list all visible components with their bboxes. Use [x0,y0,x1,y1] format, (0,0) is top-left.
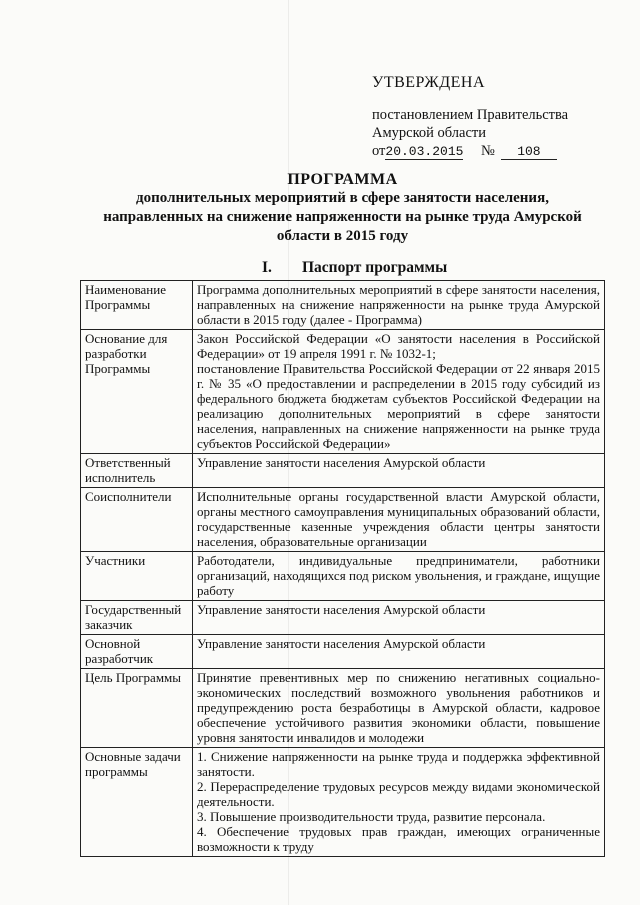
row-value [193,635,605,669]
program-subtitle-line: области в 2015 году [276,228,409,244]
row-value-text: 2. Перераспределение трудовых ресурсов между видами экономической деятельности. [197,779,600,809]
approval-line-2: Амурской области [372,125,486,141]
row-value-text: Управление занятости населения Амурской области [197,602,486,617]
row-label: Ответственный исполнитель [81,454,193,488]
program-title: ПРОГРАММА [287,171,398,188]
row-value-text: 4. Обеспечение трудовых прав граждан, имеющих ограниченные возможности к труду [197,824,600,854]
row-value [193,281,605,330]
approval-line-1: постановлением Правительства [372,107,569,123]
table-row [81,635,605,669]
row-value-text: Закон Российской Федерации «О занятости населения в Российской Федерации» от 19 апреля 1991 г. № 1032-1; [197,331,600,361]
approval-date-line [372,142,568,160]
table-row [81,281,605,330]
row-value [193,552,605,601]
row-value [193,601,605,635]
approval-stamp: УТВЕРЖДЕНА [372,74,486,91]
section-number: I. [262,259,272,276]
row-value-text: постановление Правительства Российской Федерации от 22 января 2015 г. № 35 «О предоставлении и распределении в 2015 году субсидий из федерального бюджета бюджетам субъектов Российской Федерации на реализацию дополнительных мероприятий в сфере занятости населения, направленных на снижение напряженности на рынке труда субъектов Российской Федерации» [197,361,600,451]
row-value-text: 1. Снижение напряженности на рынке труда и поддержка эффективной занятости. [197,749,600,779]
approval-date-prefix: от [372,143,386,159]
table-row [81,748,605,857]
row-label: Основной разработчик [81,635,193,669]
row-label: Основание для разработки Программы [81,330,193,454]
table-row [81,454,605,488]
row-value-text: Программа дополнительных мероприятий в сфере занятости населения, направленных на снижение напряженности на рынке труда Амурской области в 2015 году (далее - Программа) [197,282,600,327]
passport-table [80,280,605,857]
row-value-text: Управление занятости населения Амурской области [197,455,486,470]
table-row [81,669,605,748]
row-value [193,669,605,748]
program-heading [90,170,595,246]
table-row [81,601,605,635]
approval-block [372,74,568,160]
row-label: Основные задачи программы [81,748,193,857]
row-label: Участники [81,552,193,601]
row-label: Наименование Программы [81,281,193,330]
row-label: Цель Программы [81,669,193,748]
approval-date: 20.03.2015 [385,144,464,159]
table-row [81,488,605,552]
row-value-text: Управление занятости населения Амурской области [197,636,486,651]
row-value-text: Принятие превентивных мер по снижению негативных социально-экономических последствий возможного увольнения работников и предупреждению роста безработицы в Амурской области, кадровое обеспечение устойчивого развития экономики области, повышение уровня занятости инвалидов и молодежи [197,670,600,745]
program-subtitle-line: направленных на снижение напряженности на рынке труда Амурской [103,209,582,225]
table-row [81,330,605,454]
row-label: Соисполнители [81,488,193,552]
section-name: Паспорт программы [302,259,448,276]
row-value-text: Исполнительные органы государственной власти Амурской области, органы местного самоуправления муниципальных образований области, государственные казенные учреждения области центры занятости населения, образовательные организации [197,489,600,549]
approval-number-sign: № [481,143,495,159]
row-value [193,454,605,488]
row-value [193,748,605,857]
row-value-text: 3. Повышение производительности труда, развитие персонала. [197,809,546,824]
program-subtitle-line: дополнительных мероприятий в сфере занятости населения, [136,190,549,206]
row-value [193,488,605,552]
table-row [81,552,605,601]
section-title [262,259,447,277]
approval-number: 108 [501,144,557,160]
row-value [193,330,605,454]
row-value-text: Работодатели, индивидуальные предприниматели, работники организаций, находящихся под риском увольнения, и граждане, ищущие работу [197,553,600,598]
row-label: Государственный заказчик [81,601,193,635]
